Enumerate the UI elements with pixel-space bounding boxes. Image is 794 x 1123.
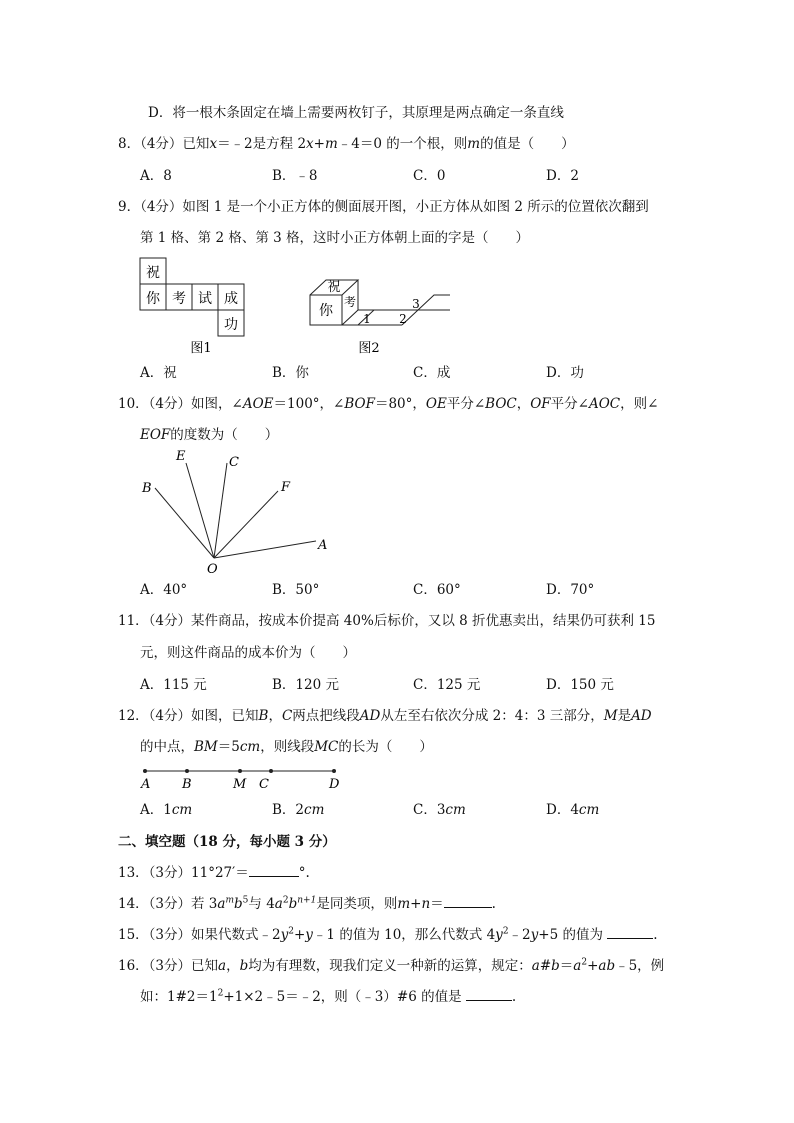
- q8-option-c[interactable]: C．0: [413, 168, 446, 184]
- q9-stem-line1: 9．（4分）如图 1 是一个小正方体的侧面展开图，小正方体从如图 2 所示的位置依次翻到: [118, 199, 649, 215]
- q10-option-a[interactable]: A．40°: [140, 582, 188, 598]
- ray-of: [214, 491, 278, 558]
- net-cell-zhu: 祝: [146, 265, 160, 281]
- q12-option-a[interactable]: A．1cm: [140, 802, 193, 818]
- q9-option-d[interactable]: D．功: [546, 365, 584, 381]
- point-c-dot: [269, 769, 273, 773]
- q10-option-d[interactable]: D．70°: [546, 582, 595, 598]
- q11-option-b[interactable]: B．120 元: [272, 677, 339, 693]
- point-d-label: D: [329, 777, 340, 792]
- q11-stem-line2: 元，则这件商品的成本价为（ ）: [140, 645, 356, 661]
- q15-answer-blank[interactable]: [607, 926, 653, 939]
- point-a-dot: [143, 769, 147, 773]
- ray-ob: [155, 488, 214, 558]
- q9-stem-line2: 第 1 格、第 2 格、第 3 格，这时小正方体朝上面的字是（ ）: [140, 230, 530, 246]
- q14-stem: 14．（3分）若 $3a^mb^5$与 $4a^2b^{n+1}$是同类项，则m+n＝ .: [118, 895, 496, 912]
- q8-option-b[interactable]: B．﹣8: [272, 168, 318, 184]
- q12-option-c[interactable]: C．3cm: [413, 802, 466, 818]
- q11-option-c[interactable]: C．125 元: [413, 677, 481, 693]
- label-o: O: [207, 562, 218, 577]
- q13-answer-blank[interactable]: [249, 864, 299, 877]
- point-m-dot: [238, 769, 242, 773]
- q16-stem-line2: 如：$1\#2=1^2+1\times 2﹣5=﹣2$，则（﹣3）#6 的值是 .: [140, 988, 517, 1005]
- q10-angle-figure: [130, 445, 340, 580]
- point-b-label: B: [182, 777, 192, 792]
- point-c-label: C: [259, 777, 269, 792]
- label-a: A: [318, 538, 328, 553]
- q9-option-a[interactable]: A．祝: [140, 365, 177, 381]
- q16-stem-line1: 16．（3分）已知a，b均为有理数，现我们定义一种新的运算，规定：$a\#b=a^2+ab﹣5$，例: [118, 957, 665, 974]
- q7-option-d: D．将一根木条固定在墙上需要两枚钉子，其原理是两点确定一条直线: [148, 105, 564, 121]
- q12-option-d[interactable]: D．4cm: [546, 802, 600, 818]
- q12-segment-figure: [135, 762, 350, 794]
- q11-option-d[interactable]: D．150 元: [546, 677, 614, 693]
- cube-front-ni: 你: [319, 303, 333, 319]
- q9-option-b[interactable]: B．你: [272, 365, 309, 381]
- label-e: E: [176, 449, 186, 464]
- net-cell-shi: 试: [198, 291, 212, 307]
- q8-stem: 8．（4分）已知x＝﹣2是方程 2x+m﹣4＝0 的一个根，则m的值是（ ）: [118, 136, 575, 152]
- q16-answer-blank[interactable]: [466, 988, 512, 1001]
- q12-stem-line1: 12．（4分）如图，已知B，C两点把线段AD从左至右依次分成 2：4：3 三部分，M是AD: [118, 708, 652, 724]
- point-m-label: M: [233, 777, 247, 792]
- point-a-label: A: [141, 777, 151, 792]
- label-c: C: [229, 455, 239, 470]
- q9-rhombus-row: [340, 285, 450, 330]
- q12-stem-line2: 的中点，BM＝5cm，则线段MC的长为（ ）: [140, 739, 433, 755]
- fig2-caption: 图2: [358, 341, 380, 356]
- fig1-caption: 图1: [190, 341, 212, 356]
- q8-option-a[interactable]: A．8: [140, 168, 172, 184]
- cube-side-kao: 考: [343, 295, 357, 309]
- point-d-dot: [332, 769, 336, 773]
- net-cell-cheng: 成: [224, 291, 238, 307]
- ray-oa: [214, 541, 316, 558]
- q13-stem: 13．（3分）11°27′＝ °.: [118, 865, 310, 881]
- cube-top-zhu: 祝: [327, 280, 341, 295]
- label-f: F: [281, 480, 291, 495]
- q10-stem-line1: 10．（4分）如图，∠AOE＝100°，∠BOF＝80°，OE平分∠BOC，OF平分∠AOC，则∠: [118, 396, 659, 412]
- q11-stem-line1: 11．（4分）某件商品，按成本价提高 40%后标价，又以 8 折优惠卖出，结果仍可获利 15: [118, 613, 656, 629]
- q10-option-b[interactable]: B．50°: [272, 582, 320, 598]
- section-2-heading: 二、填空题（18 分，每小题 3 分）: [118, 834, 336, 850]
- q14-answer-blank[interactable]: [444, 895, 492, 908]
- q11-option-a[interactable]: A．115 元: [140, 677, 207, 693]
- cell-1: 1: [363, 312, 371, 326]
- q9-option-c[interactable]: C．成: [413, 365, 451, 381]
- ray-oc: [214, 463, 227, 558]
- q10-option-c[interactable]: C．60°: [413, 582, 461, 598]
- cell-2: 2: [399, 312, 407, 326]
- cell-3: 3: [412, 297, 420, 311]
- ray-oe: [186, 463, 214, 558]
- q12-option-b[interactable]: B．2cm: [272, 802, 325, 818]
- net-cell-ni: 你: [146, 291, 160, 307]
- net-cell-gong: 功: [224, 317, 238, 333]
- net-cell-kao: 考: [172, 291, 186, 307]
- q10-stem-line2: EOF的度数为（ ）: [140, 427, 279, 443]
- q8-option-d[interactable]: D．2: [546, 168, 579, 184]
- q15-stem: 15．（3分）如果代数式$﹣2y^2+y﹣1$ 的值为 10，那么代数式 $4y^2﹣2y+5$ 的值为 .: [118, 926, 658, 943]
- label-b: B: [142, 481, 152, 496]
- point-b-dot: [185, 769, 189, 773]
